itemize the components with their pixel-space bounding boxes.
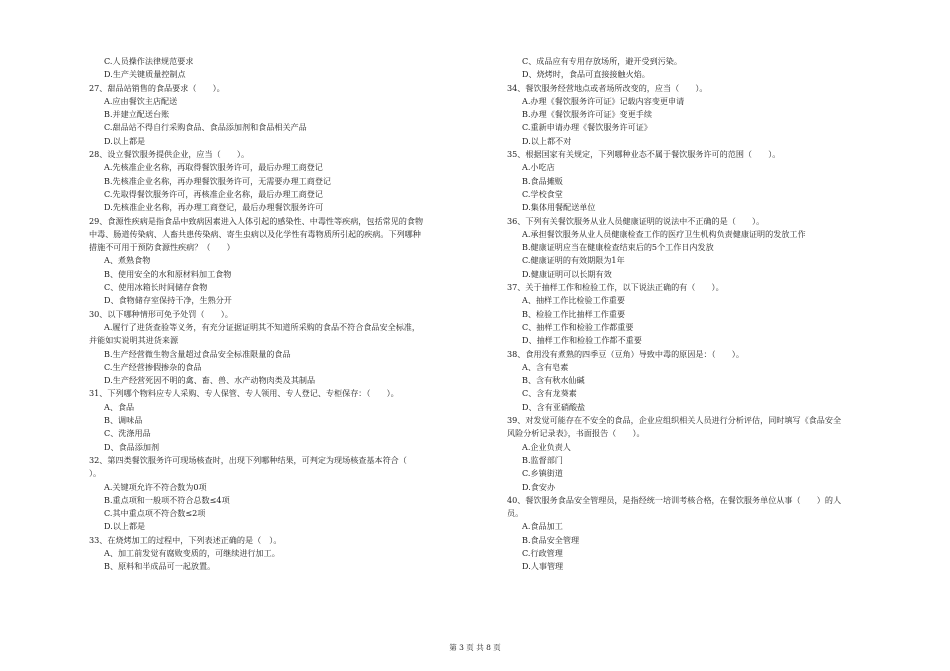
answer-option: D.生产关键质量控制点 [104, 69, 186, 80]
question-text-continued: 措施不可用于预防食源性疾病？（ ） [89, 242, 235, 253]
question-text: 34、餐饮服务经营地点或者场所改变的，应当（ ）。 [507, 82, 708, 93]
question-text-continued: 风险分析记录表》，书面报告（ ）。 [507, 428, 645, 439]
answer-option: C.重新申请办理《餐饮服务许可证》 [522, 122, 652, 133]
answer-option: C.学校食堂 [522, 188, 563, 199]
answer-option: B、使用安全的水和原材料加工食物 [104, 268, 232, 279]
answer-option: C.乡镇街道 [522, 468, 563, 479]
answer-option: B.办理《餐饮服务许可证》变更手续 [522, 109, 652, 120]
answer-option: A.企业负责人 [522, 441, 571, 452]
answer-option: A、加工前发觉有腐败变质的，可继续进行加工。 [104, 547, 280, 558]
answer-option: A、食品 [104, 401, 135, 412]
answer-option: B.健康证明应当在健康检查结束后的5个工作日内发放 [522, 242, 714, 253]
answer-option: D、烧烤时，食品可直接接触火焰。 [522, 69, 650, 80]
answer-option: C、成品应有专用存放场所，避开受到污染。 [522, 56, 682, 66]
answer-option: C、使用冰箱长时间储存食物 [104, 282, 208, 293]
question-text: 39、对发觉可能存在不安全的食品，企业应组织相关人员进行分析评估，同时填写《食品安全 [507, 415, 842, 426]
answer-option: D.生产经营死因不明的禽、畜、兽、水产动物肉类及其制品 [104, 375, 316, 386]
answer-option: B.并建立配送台账 [104, 109, 170, 120]
question-text-continued: 并能如实说明其进货来源 [89, 335, 179, 346]
question-text: 28、设立餐饮服务提供企业，应当（ ）。 [89, 149, 250, 160]
answer-option: C.人员操作法律规范要求 [104, 56, 194, 66]
answer-option: D、食物储存室保持干净，生熟分开 [104, 295, 232, 306]
question-text: 32、第四类餐饮服务许可现场核查时，出现下列哪种结果，可判定为现场核查基本符合（ [89, 454, 407, 465]
answer-option: B.监督部门 [522, 454, 563, 465]
answer-option: C、抽样工作和检验工作都重要 [522, 321, 634, 332]
answer-option: A.承担餐饮服务从业人员健康检查工作的医疗卫生机构负责健康证明的发放工作 [522, 228, 806, 239]
answer-option: D.以上都是 [104, 135, 146, 146]
answer-option: D.食安办 [522, 481, 556, 492]
answer-option: D、食品添加剂 [104, 441, 160, 452]
answer-option: C.健康证明的有效期限为1年 [522, 255, 625, 266]
answer-option: A.办理《餐饮服务许可证》记载内容变更申请 [522, 95, 685, 106]
answer-option: B.重点项和一般项不符合总数≤4项 [104, 494, 230, 505]
answer-option: D.健康证明可以长期有效 [522, 268, 612, 279]
question-text: 38、食用没有煮熟的四季豆（豆角）导致中毒的原因是：（ ）。 [507, 348, 744, 359]
answer-option: C、含有龙葵素 [522, 388, 577, 399]
question-text: 37、关于抽样工作和检验工作，以下说法正确的有（ ）。 [507, 282, 724, 293]
answer-option: D.先核准企业名称，再办理工商登记，最后办理餐饮服务许可 [104, 202, 324, 213]
question-text: 40、餐饮服务食品安全管理员，是指经统一培训考核合格，在餐饮服务单位从事（ ）的人 [507, 494, 842, 505]
answer-option: B.生产经营微生物含量超过食品安全标准限量的食品 [104, 348, 291, 359]
answer-option: B、含有秋水仙碱 [522, 375, 585, 386]
question-text-continued: 中毒、肠道传染病、人畜共患传染病、寄生虫病以及化学性有毒物质所引起的疾病。下列哪种 [89, 228, 421, 239]
answer-option: C.甜品站不得自行采购食品、食品添加剂和食品相关产品 [104, 122, 307, 133]
answer-option: C.生产经营掺假掺杂的食品 [104, 361, 202, 372]
answer-option: D.以上都是 [104, 521, 146, 532]
question-text: 29、食源性疾病是指食品中致病因素进入人体引起的感染性、中毒性等疾病，包括常见的食物 [89, 215, 424, 226]
question-text: 33、在烧烤加工的过程中，下列表述正确的是（ ）。 [89, 534, 282, 545]
question-text: 30、以下哪种情形可免予处罚（ ）。 [89, 308, 233, 319]
answer-option: A、含有皂素 [522, 361, 569, 372]
question-text-continued: 员。 [507, 508, 524, 519]
answer-option: A.履行了进货查验等义务，有充分证据证明其不知道所采购的食品不符合食品安全标准， [104, 321, 420, 332]
answer-option: A、抽样工作比检验工作重要 [522, 295, 625, 306]
answer-option: B、原料和半成品可一起放置。 [104, 561, 216, 572]
answer-option: B、调味品 [104, 415, 143, 426]
answer-option: C.先取得餐饮服务许可，再核准企业名称，最后办理工商登记 [104, 188, 323, 199]
answer-option: B.先核准企业名称，再办理餐饮服务许可，无需要办理工商登记 [104, 175, 332, 186]
question-text: 31、下列哪个物料应专人采购、专人保管、专人领用、专人登记、专柜保存：（ ）。 [89, 388, 399, 399]
answer-option: A.应由餐饮主店配送 [104, 95, 178, 106]
answer-option: D.人事管理 [522, 561, 564, 572]
question-text-continued: ）。 [89, 468, 102, 479]
answer-option: B、检验工作比抽样工作重要 [522, 308, 626, 319]
left-question-column [89, 55, 485, 574]
answer-option: C.行政管理 [522, 547, 563, 558]
right-question-column [507, 55, 907, 574]
answer-option: D、含有亚硝酸盐 [522, 401, 586, 412]
question-text: 35、根据国家有关规定，下列哪种业态不属于餐饮服务许可的范围（ ）。 [507, 149, 781, 160]
answer-option: D.集体用餐配送单位 [522, 202, 596, 213]
answer-option: C、洗涤用品 [104, 428, 151, 439]
answer-option: B.食品安全管理 [522, 534, 580, 545]
question-text: 36、下列有关餐饮服务从业人员健康证明的说法中不正确的是（ ）。 [507, 215, 765, 226]
page-number-footer: 第 3 页 共 8 页 [449, 643, 501, 652]
answer-option: B.食品摊贩 [522, 175, 563, 186]
answer-option: A、煮熟食物 [104, 255, 151, 266]
answer-option: D.以上都不对 [522, 135, 572, 146]
answer-option: A.食品加工 [522, 521, 563, 532]
answer-option: A.关键项允许不符合数为0项 [104, 481, 207, 492]
answer-option: C.其中重点项不符合数≤2项 [104, 508, 206, 519]
question-text: 27、甜品站销售的食品要求（ ）。 [89, 82, 225, 93]
answer-option: D、抽样工作和检验工作都不重要 [522, 335, 642, 346]
answer-option: A.小吃店 [522, 162, 555, 173]
answer-option: A.先核准企业名称，再取得餐饮服务许可，最后办理工商登记 [104, 162, 323, 173]
